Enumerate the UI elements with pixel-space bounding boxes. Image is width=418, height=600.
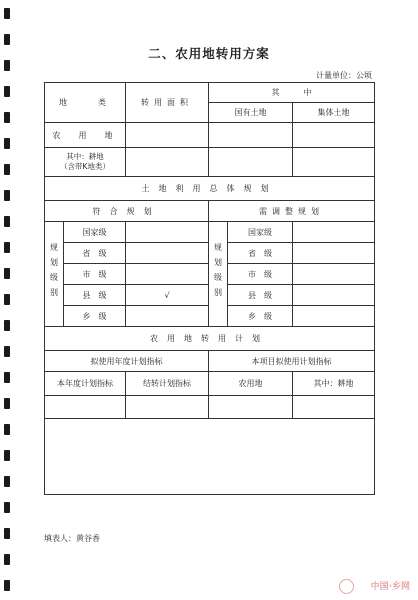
right-value-national — [293, 222, 375, 243]
left-value-province — [126, 243, 209, 264]
binding-holes — [4, 8, 12, 593]
row-cultivated-label — [45, 148, 126, 177]
plan-level-right — [209, 222, 228, 327]
header-current-year-quota: 本年度计划指标 — [45, 372, 126, 396]
cell-agricultural-state — [209, 123, 293, 148]
right-value-province — [293, 243, 375, 264]
plan-level-left-label: 规划级别 — [49, 243, 59, 303]
cell-current-year-quota — [45, 396, 126, 419]
header-carryover-quota: 结转计划指标 — [126, 372, 209, 396]
cultivated-line1: 其中：耕地 — [66, 152, 104, 161]
cell-cultivated-collective — [293, 148, 375, 177]
right-value-county — [293, 285, 375, 306]
left-level-province: 省 级 — [64, 243, 126, 264]
header-conform-plan: 符合规划 — [45, 201, 209, 222]
cell-agricultural-area — [126, 123, 209, 148]
left-level-national: 国家级 — [64, 222, 126, 243]
cell-carryover-quota — [126, 396, 209, 419]
header-agricultural-land: 农用地 — [209, 372, 293, 396]
watermark-logo: 中国·乡网 — [370, 582, 410, 592]
blank-area — [45, 419, 375, 495]
section-conversion-plan: 农用地转用计划 — [45, 327, 375, 351]
left-value-township — [126, 306, 209, 327]
header-of-which: 其 中 — [209, 83, 375, 103]
unit-label: 计量单位：公顷 — [316, 71, 372, 80]
header-of-which-cultivated: 其中：耕地 — [293, 372, 375, 396]
left-value-city — [126, 264, 209, 285]
left-level-township: 乡 级 — [64, 306, 126, 327]
right-value-city — [293, 264, 375, 285]
section-land-use-plan: 土地利用总体规划 — [45, 177, 375, 201]
cell-cultivated-area — [126, 148, 209, 177]
filler-name: 填表人：黄谷香 — [44, 534, 100, 543]
header-collective-land: 集体土地 — [293, 103, 375, 123]
plan-level-left — [45, 222, 64, 327]
left-value-county-check: √ — [126, 285, 209, 306]
cell-agricultural-collective — [293, 123, 375, 148]
header-conversion-area: 转用面积 — [126, 83, 209, 123]
right-level-township: 乡 级 — [228, 306, 293, 327]
left-level-county: 县 级 — [64, 285, 126, 306]
right-level-city: 市 级 — [228, 264, 293, 285]
page-title: 二、农用地转用方案 — [148, 46, 270, 61]
header-need-adjust: 需调整规划 — [209, 201, 375, 222]
watermark-seal-icon — [339, 579, 354, 594]
left-value-national — [126, 222, 209, 243]
cell-of-which-cultivated — [293, 396, 375, 419]
cell-agricultural-land — [209, 396, 293, 419]
header-land-type: 地 类 — [45, 83, 126, 123]
right-value-township — [293, 306, 375, 327]
conversion-plan-table — [44, 82, 375, 495]
plan-level-right-label: 规划级别 — [213, 243, 223, 303]
cell-cultivated-state — [209, 148, 293, 177]
left-level-city: 市 级 — [64, 264, 126, 285]
right-level-national: 国家级 — [228, 222, 293, 243]
right-level-county: 县 级 — [228, 285, 293, 306]
row-agricultural-label: 农 用 地 — [45, 123, 126, 148]
header-project-quota: 本项目拟使用计划指标 — [209, 351, 375, 372]
cultivated-line2: （含带K地类） — [60, 162, 110, 171]
header-planned-year-quota: 拟使用年度计划指标 — [45, 351, 209, 372]
header-state-land: 国有土地 — [209, 103, 293, 123]
right-level-province: 省 级 — [228, 243, 293, 264]
